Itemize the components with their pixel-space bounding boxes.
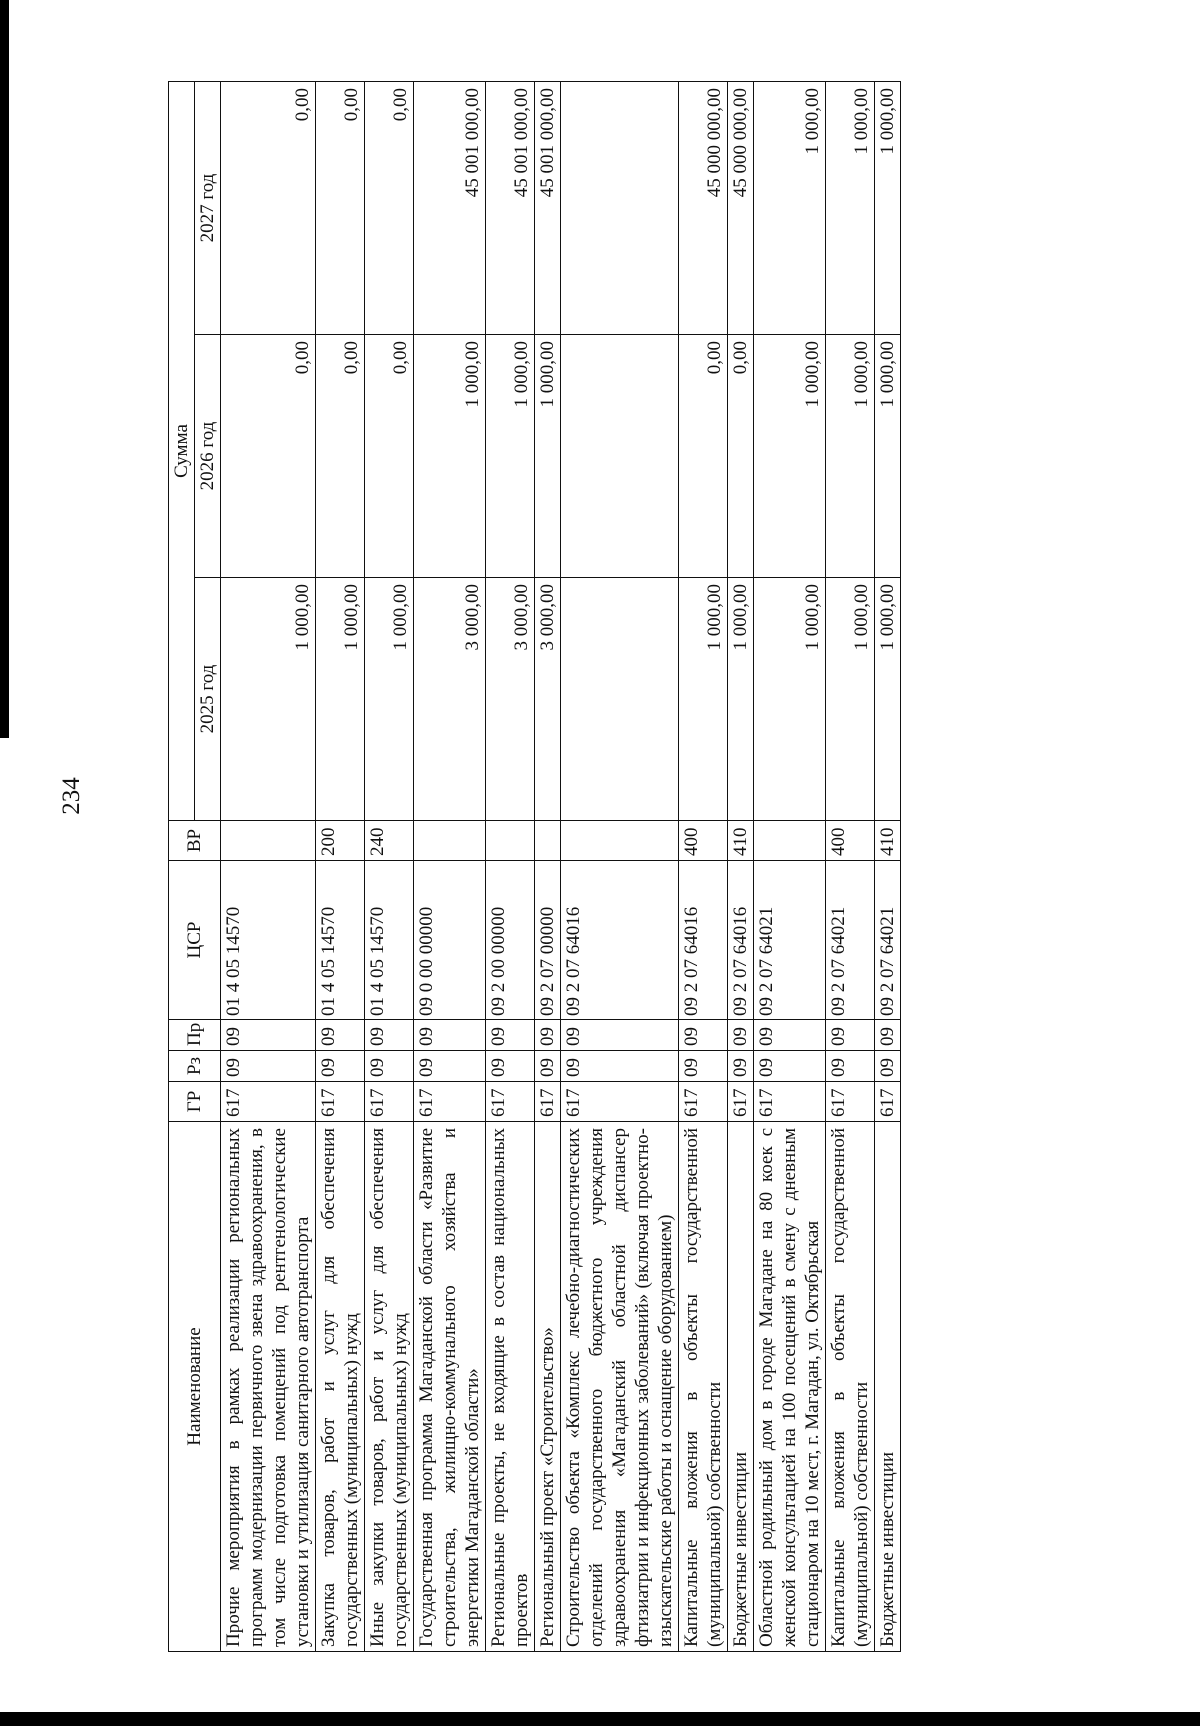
cell-2026: 0,00 xyxy=(221,335,316,578)
cell-csr: 09 2 07 64016 xyxy=(728,861,754,1020)
table-row xyxy=(535,82,561,1652)
cell-2025 xyxy=(561,578,679,821)
cell-2026: 1 000,00 xyxy=(754,335,826,578)
cell-pr: 09 xyxy=(221,1020,316,1051)
cell-gr: 617 xyxy=(561,1082,679,1122)
cell-rz: 09 xyxy=(754,1051,826,1082)
table-row xyxy=(679,82,728,1652)
cell-rz: 09 xyxy=(728,1051,754,1082)
cell-rz: 09 xyxy=(561,1051,679,1082)
cell-vr xyxy=(221,821,316,861)
cell-2027: 45 000 000,00 xyxy=(728,82,754,335)
cell-2026 xyxy=(561,335,679,578)
cell-csr: 01 4 05 14570 xyxy=(221,861,316,1020)
cell-2026: 0,00 xyxy=(365,335,414,578)
cell-name: Бюджетные инвестиции xyxy=(728,1122,754,1652)
header-gr: ГР xyxy=(169,1082,221,1122)
cell-2027 xyxy=(561,82,679,335)
header-csr: ЦСР xyxy=(169,861,221,1020)
cell-vr: 400 xyxy=(679,821,728,861)
cell-vr xyxy=(561,821,679,861)
cell-gr: 617 xyxy=(316,1082,365,1122)
cell-rz: 09 xyxy=(875,1051,901,1082)
table-row xyxy=(826,82,875,1652)
cell-csr: 01 4 05 14570 xyxy=(365,861,414,1020)
scan-left-edge-bar xyxy=(0,0,9,738)
cell-vr xyxy=(754,821,826,861)
cell-2025: 3 000,00 xyxy=(414,578,486,821)
cell-csr: 09 2 00 00000 xyxy=(486,861,535,1020)
cell-2027: 1 000,00 xyxy=(754,82,826,335)
header-name: Наименование xyxy=(169,1122,221,1652)
cell-pr: 09 xyxy=(414,1020,486,1051)
cell-vr: 200 xyxy=(316,821,365,861)
header-year-2025: 2025 год xyxy=(195,578,221,821)
cell-name: Областной родильный дом в городе Магадане на 80 коек с женской консультацией на 100 посещений в смену с дневным стационаром на 10 мест, г. Магадан, ул. Октябрьская xyxy=(754,1122,826,1652)
scan-bottom-edge-bar xyxy=(0,1712,1200,1726)
budget-table xyxy=(168,81,901,1652)
cell-2026: 1 000,00 xyxy=(875,335,901,578)
table-row xyxy=(414,82,486,1652)
cell-pr: 09 xyxy=(754,1020,826,1051)
cell-name: Капитальные вложения в объекты государственной (муниципальной) собственности xyxy=(679,1122,728,1652)
cell-rz: 09 xyxy=(221,1051,316,1082)
cell-2025: 1 000,00 xyxy=(679,578,728,821)
cell-pr: 09 xyxy=(535,1020,561,1051)
cell-2026: 1 000,00 xyxy=(535,335,561,578)
table-row xyxy=(875,82,901,1652)
cell-2027: 45 001 000,00 xyxy=(535,82,561,335)
cell-name: Прочие мероприятия в рамках реализации региональных программ модернизации первичного звена здравоохранения, в том числе подготовка помещений под рентгенологические установки и утилизация санитарного автотранспорта xyxy=(221,1122,316,1652)
rotated-page-content xyxy=(168,82,1168,1652)
cell-2026: 1 000,00 xyxy=(826,335,875,578)
cell-rz: 09 xyxy=(486,1051,535,1082)
header-sum: Сумма xyxy=(169,82,195,821)
cell-2025: 3 000,00 xyxy=(535,578,561,821)
cell-csr: 09 2 07 00000 xyxy=(535,861,561,1020)
cell-2025: 3 000,00 xyxy=(486,578,535,821)
cell-csr: 09 2 07 64016 xyxy=(679,861,728,1020)
cell-2027: 1 000,00 xyxy=(826,82,875,335)
cell-name: Капитальные вложения в объекты государственной (муниципальной) собственности xyxy=(826,1122,875,1652)
cell-rz: 09 xyxy=(826,1051,875,1082)
cell-2025: 1 000,00 xyxy=(316,578,365,821)
cell-csr: 01 4 05 14570 xyxy=(316,861,365,1020)
cell-gr: 617 xyxy=(535,1082,561,1122)
cell-name: Региональные проекты, не входящие в состав национальных проектов xyxy=(486,1122,535,1652)
cell-pr: 09 xyxy=(826,1020,875,1051)
cell-2025: 1 000,00 xyxy=(875,578,901,821)
cell-csr: 09 2 07 64021 xyxy=(754,861,826,1020)
cell-rz: 09 xyxy=(316,1051,365,1082)
table-row xyxy=(754,82,826,1652)
cell-2026: 0,00 xyxy=(728,335,754,578)
cell-pr: 09 xyxy=(365,1020,414,1051)
cell-2025: 1 000,00 xyxy=(365,578,414,821)
header-pr: Пр xyxy=(169,1020,221,1051)
table-row xyxy=(221,82,316,1652)
cell-2027: 0,00 xyxy=(221,82,316,335)
cell-vr: 410 xyxy=(875,821,901,861)
cell-vr: 410 xyxy=(728,821,754,861)
header-year-2027: 2027 год xyxy=(195,82,221,335)
cell-name: Государственная программа Магаданской области «Развитие строительства, жилищно-коммунального хозяйства и энергетики Магаданской области» xyxy=(414,1122,486,1652)
cell-vr: 400 xyxy=(826,821,875,861)
cell-2025: 1 000,00 xyxy=(728,578,754,821)
cell-pr: 09 xyxy=(486,1020,535,1051)
cell-vr xyxy=(535,821,561,861)
cell-gr: 617 xyxy=(486,1082,535,1122)
cell-2026: 1 000,00 xyxy=(486,335,535,578)
cell-gr: 617 xyxy=(875,1082,901,1122)
cell-2025: 1 000,00 xyxy=(221,578,316,821)
cell-csr: 09 2 07 64021 xyxy=(826,861,875,1020)
table-row xyxy=(728,82,754,1652)
table-body xyxy=(221,82,901,1652)
table-row xyxy=(486,82,535,1652)
table-row xyxy=(561,82,679,1652)
cell-2027: 1 000,00 xyxy=(875,82,901,335)
cell-rz: 09 xyxy=(414,1051,486,1082)
header-vr: ВР xyxy=(169,821,221,861)
cell-2027: 0,00 xyxy=(316,82,365,335)
cell-2026: 0,00 xyxy=(316,335,365,578)
cell-pr: 09 xyxy=(316,1020,365,1051)
cell-csr: 09 0 00 00000 xyxy=(414,861,486,1020)
cell-gr: 617 xyxy=(728,1082,754,1122)
cell-pr: 09 xyxy=(875,1020,901,1051)
table-header-row-1 xyxy=(169,82,195,1652)
cell-vr xyxy=(414,821,486,861)
cell-csr: 09 2 07 64021 xyxy=(875,861,901,1020)
cell-2027: 45 001 000,00 xyxy=(414,82,486,335)
cell-pr: 09 xyxy=(561,1020,679,1051)
cell-gr: 617 xyxy=(754,1082,826,1122)
cell-2027: 0,00 xyxy=(365,82,414,335)
cell-name: Закупка товаров, работ и услуг для обеспечения государственных (муниципальных) нужд xyxy=(316,1122,365,1652)
cell-gr: 617 xyxy=(679,1082,728,1122)
cell-vr: 240 xyxy=(365,821,414,861)
table-row xyxy=(316,82,365,1652)
cell-2027: 45 001 000,00 xyxy=(486,82,535,335)
table-row xyxy=(365,82,414,1652)
cell-2026: 1 000,00 xyxy=(414,335,486,578)
cell-name: Бюджетные инвестиции xyxy=(875,1122,901,1652)
cell-pr: 09 xyxy=(679,1020,728,1051)
page-number: 234 xyxy=(58,777,85,815)
cell-gr: 617 xyxy=(414,1082,486,1122)
cell-2025: 1 000,00 xyxy=(826,578,875,821)
cell-name: Иные закупки товаров, работ и услуг для обеспечения государственных (муниципальных) нужд xyxy=(365,1122,414,1652)
cell-vr xyxy=(486,821,535,861)
header-year-2026: 2026 год xyxy=(195,335,221,578)
cell-rz: 09 xyxy=(365,1051,414,1082)
cell-gr: 617 xyxy=(365,1082,414,1122)
cell-gr: 617 xyxy=(221,1082,316,1122)
cell-name: Региональный проект «Строительство» xyxy=(535,1122,561,1652)
cell-pr: 09 xyxy=(728,1020,754,1051)
cell-2025: 1 000,00 xyxy=(754,578,826,821)
cell-csr: 09 2 07 64016 xyxy=(561,861,679,1020)
cell-rz: 09 xyxy=(679,1051,728,1082)
cell-2026: 0,00 xyxy=(679,335,728,578)
cell-name: Строительство объекта «Комплекс лечебно-диагностических отделений государственного бюджетного учреждения здравоохранения «Магаданский областной диспансер фтизиатрии и инфекционных заболеваний» (включая проектно-изыскательские работы и оснащение оборудованием) xyxy=(561,1122,679,1652)
cell-2027: 45 000 000,00 xyxy=(679,82,728,335)
header-rz: Рз xyxy=(169,1051,221,1082)
cell-gr: 617 xyxy=(826,1082,875,1122)
cell-rz: 09 xyxy=(535,1051,561,1082)
